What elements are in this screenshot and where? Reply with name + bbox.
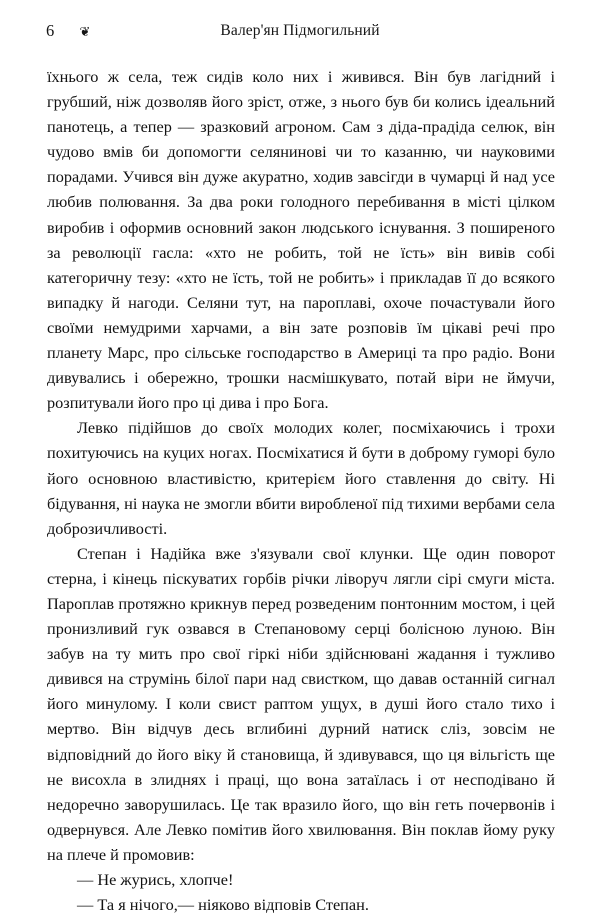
paragraph: їхнього ж села, теж сидів коло них і живився. Він був лагідний і грубший, ніж дозволяв його зріст, отже, з нього був би колись ідеальний панотець, а тепер — зразковий агроном. Сам з діда-прадіда селюк, він чудово вмів би допомогти селянинові чи то казанню, чи науковими порадами. Учився він дуже акуратно, ходив завсігди в чумарці й над усе любив полювання. За два роки голодного перебивання в місті цілком виробив і оформив основний закон людського існування. З поширеного за революції гасла: «хто не робить, той не їсть» він вивів собі категоричну тезу: «хто не їсть, той не робить» і прикладав її до всякого випадку й нагоди. Селяни тут, на пароплаві, охоче почастували його своїми немудрими харчами, а він зате розповів їм цікаві речі про планету Марс, про сільське господарство в Америці та про радіо. Вони дивувались і обережно, трошки насмішкувато, потай віри не ймучи, розпитували його про ці дива і про Бога. bbox=[47, 67, 555, 413]
page-number: 6 bbox=[46, 21, 55, 40]
dialogue-line: — Та я нічого,— ніяково відповів Степан. bbox=[77, 895, 369, 915]
ornament-icon: ❦ bbox=[79, 23, 91, 39]
running-title: Валер'ян Підмогильний bbox=[220, 22, 380, 39]
dialogue-line: — Не журись, хлопче! bbox=[77, 870, 234, 889]
paragraph: Степан і Надійка вже з'язували свої клунки. Ще один поворот стерна, і кінець піскуватих горбів річки ліворуч лягли сірі смуги міста. Пароплав протяжно крикнув перед розведеним понтонним мостом, і цей пронизливий гук озвався в Степановому серці болісною луною. Він забув на ту мить про свої гіркі ніби здійснювані жадання і тужливо дивився на струмінь білої пари над свистком, що давав останній сигнал його минулому. І коли свист раптом ущух, в душі його стало тихо і мертво. Він відчув десь вглибині дурний натиск сліз, зовсім не відповідний до його віку й становища, й здивувався, що ця вільгість ще не висохла в злиднях і праці, що вона затаїлась і от несподівано й недоречно заворушилась. Це так вразило його, що він геть почервонів і одвернувся. Але Левко помітив його хвилювання. Він поклав йому руку на плече й промовив: bbox=[47, 543, 555, 864]
page-header bbox=[46, 18, 554, 44]
paragraph: Левко підійшов до своїх молодих колег, посміхаючись і трохи похитуючись на куцих ногах. Посміхатися й бути в доброму гуморі було його основною властивістю, критерієм його ставлення до світу. Ні бідування, ні наука не змогли вбити виробленої під тихими вербами села доброзичливості. bbox=[47, 418, 555, 538]
page-body bbox=[47, 64, 555, 917]
